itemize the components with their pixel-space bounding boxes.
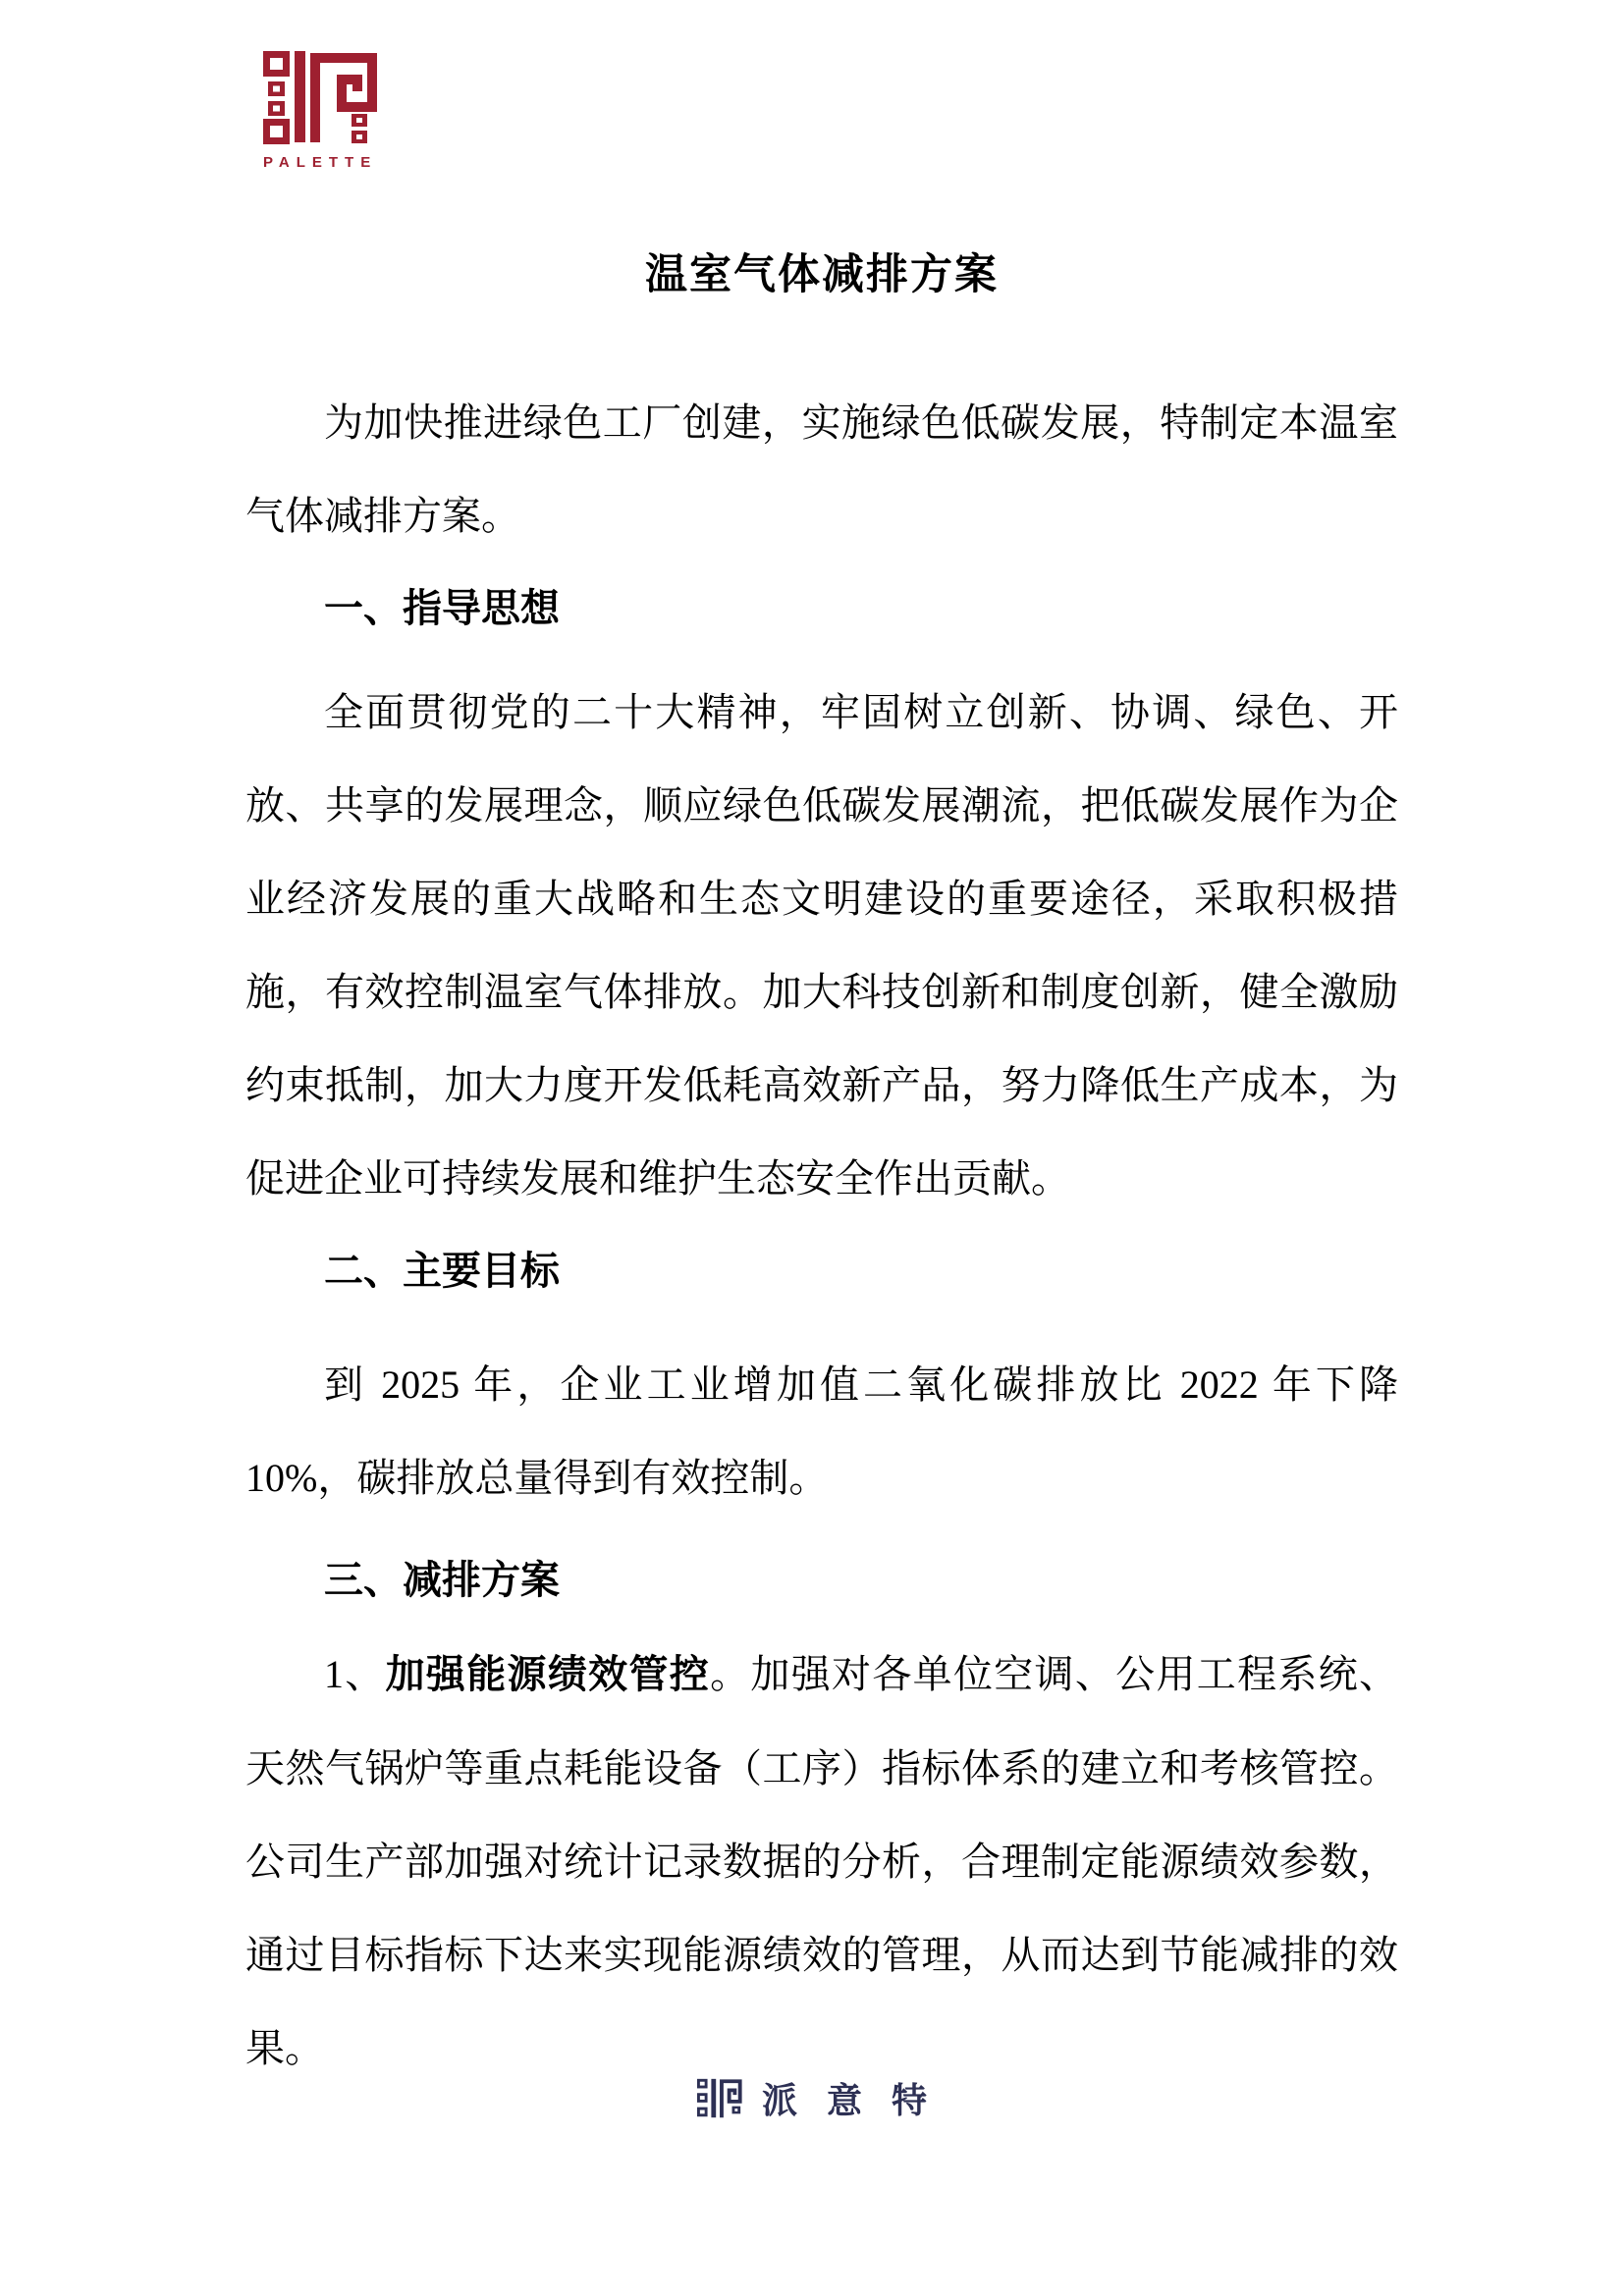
- footer-brand-text: 派意特: [761, 2080, 956, 2120]
- section-body-main-goals: 到 2025 年，企业工业增加值二氧化碳排放比 2022 年下降 10%，碳排放总量得到有效控制。: [245, 1362, 1398, 1500]
- document-title: 温室气体减排方案: [645, 252, 999, 298]
- item-number: 1、: [324, 1652, 386, 1696]
- palette-wordmark: PALETTE: [263, 154, 378, 171]
- section-body-guiding-ideology: 全面贯彻党的二十大精神，牢固树立创新、协调、绿色、开放、共享的发展理念，顺应绿色低碳发展潮流，把低碳发展作为企业经济发展的重大战略和生态文明建设的重要途径，采取积极措施，有效控制温室气体排放。加大科技创新和制度创新，健全激励约束抵制，加大力度开发低耗高效新产品，努力降低生产成本，为促进企业可持续发展和维护生态安全作出贡献。: [245, 690, 1398, 1201]
- section-heading-guiding-ideology: 一、指导思想: [324, 587, 560, 630]
- section-heading-reduction-plan: 三、减排方案: [324, 1559, 560, 1602]
- intro-paragraph: 为加快推进绿色工厂创建，实施绿色低碳发展，特制定本温室气体减排方案。: [245, 400, 1398, 538]
- paiyite-footer-logo-icon: [697, 2076, 744, 2121]
- item-lead: 加强能源绩效管控: [385, 1653, 711, 1696]
- item-text: 。加强对各单位空调、公用工程系统、天然气锅炉等重点耗能设备（工序）指标体系的建立和考核管控。公司生产部加强对统计记录数据的分析，合理制定能源绩效参数，通过目标指标下达来实现能源绩效的管理，从而达到节能减排的效果。: [245, 1652, 1399, 2070]
- document-content: [245, 0, 1398, 2095]
- section-body-reduction-plan: [245, 1628, 1398, 2095]
- footer-brand: [0, 2073, 1624, 2123]
- section-heading-main-goals: 二、主要目标: [324, 1250, 560, 1293]
